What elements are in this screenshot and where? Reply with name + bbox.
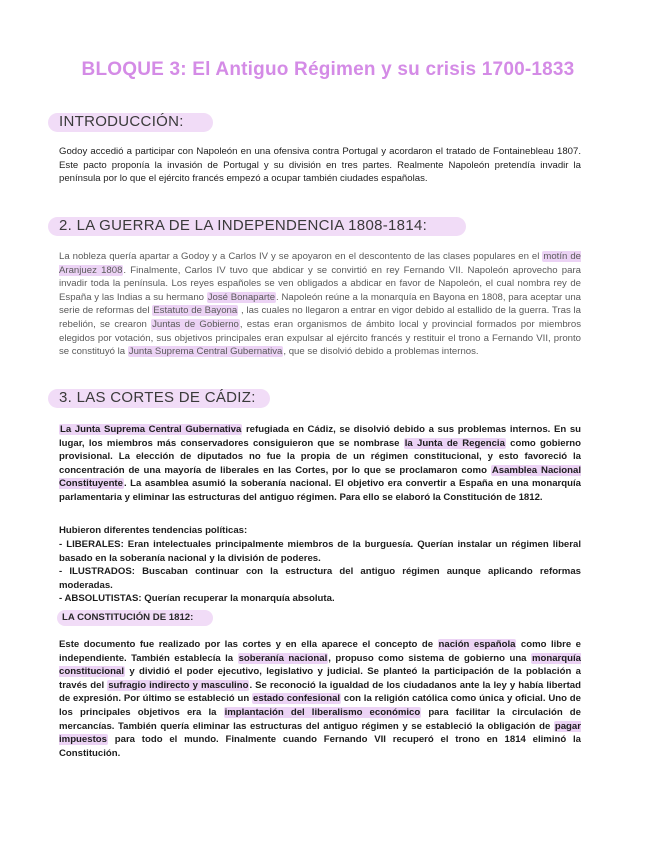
highlighted-term: Asamblea Nacional Constituyente bbox=[59, 464, 581, 490]
list-item: - LIBERALES: Eran intelectuales principalmente miembros de la burguesía. Querían instalar un régimen liberal basado en la soberanía nacional y la división de poderes. bbox=[59, 539, 581, 564]
highlighted-term: La Junta Suprema Central Gubernativa bbox=[60, 424, 242, 435]
guerra-paragraph: La nobleza quería apartar a Godoy y a Carlos IV y se apoyaron en el descontento de las clases populares en el motín de Aranjuez 1808. Finalmente, Carlos IV tuvo que abdicar y se convirtió en rey Fernando VII. Napoleón aprovecho para invadir toda la península. Los reyes españoles se ven obligados a abdicar en favor de Napoleón, el cual nombra rey de España y las Indias a su hermano José Bonaparte. Napoleón reúne a la monarquía en Bayona en 1808, para aceptar una serie de reformas del Estatuto de Bayona , las cuales no llegaron a entrar en vigor debido al estallido de la guerra. Tras la rebelión, se crearon Juntas de Gobierno, estas eran organismos de ámbito local y provincial formados por miembros elegidos por votación, sus objetivos principales eran expulsar al ejército francés y restituir el trono a Fernando VII, pronto se constituyó la Junta Suprema Central Gubernativa, que se disolvió debido a problemas internos. bbox=[59, 251, 582, 358]
highlighted-term: la Junta de Regencia bbox=[404, 437, 505, 449]
highlighted-term: Junta Suprema Central Gubernativa bbox=[128, 346, 283, 358]
highlighted-term: José Bonaparte bbox=[207, 291, 276, 303]
section-heading-guerra: 2. LA GUERRA DE LA INDEPENDENCIA 1808-1814: bbox=[59, 217, 428, 234]
highlighted-term: monarquía constitucional bbox=[59, 652, 582, 678]
list-item: - ILUSTRADOS: Buscaban continuar con la estructura del antiguo régimen aunque aplicando reformas moderadas. bbox=[59, 566, 581, 591]
highlighted-term: estado confesional bbox=[253, 693, 341, 705]
tendencias-intro: Hubieron diferentes tendencias políticas: bbox=[59, 525, 248, 536]
section-heading-intro: INTRODUCCIÓN: bbox=[59, 113, 184, 130]
intro-paragraph: Godoy accedió a participar con Napoleón en una ofensiva contra Portugal y acordaron el tratado de Fontainebleau 1807. Este pacto proponía la invasión de Portugal y su división en tres partes. Realmente Napoleón pretendía invadir la península por lo que el ejército francés empezó a ocupar también ciudades españolas. bbox=[59, 146, 581, 185]
highlighted-term: soberanía nacional bbox=[238, 652, 328, 664]
document-title: BLOQUE 3: El Antiguo Régimen y su crisis 1700-1833 bbox=[81, 59, 575, 80]
section-heading-cortes: 3. LAS CORTES DE CÁDIZ: bbox=[59, 389, 256, 406]
highlighted-term: implantación del liberalismo económico bbox=[224, 706, 421, 718]
highlighted-term: nación española bbox=[438, 639, 516, 650]
highlighted-term: sufragio indirecto y masculino bbox=[108, 679, 249, 691]
highlighted-term: pagar impuestos bbox=[59, 720, 581, 746]
tendencias-list bbox=[59, 538, 581, 606]
constitucion-paragraph: Este documento fue realizado por las cortes y en ella aparece el concepto de nación española como libre e independiente. También establecía la soberanía nacional, propuso como sistema de gobierno una monarquía constitucional y dividió el poder ejecutivo, legislativo y judicial. Se planteó la participación de la población a través del sufragio indirecto y masculino. Se reconoció la igualdad de los ciudadanos ante la ley y había libertad de expresión. Por último se estableció un estado confesional con la religión católica como única y oficial. Uno de los principales objetivos era la implantación del liberalismo económico para facilitar la circulación de mercancías. También quería eliminar las estructuras del antiguo régimen y se estableció la obligación de pagar impuestos para todo el mundo. Finalmente cuando Fernando VII recuperó el trono en 1814 eliminó la Constitución. bbox=[59, 639, 582, 759]
cortes-paragraph: La Junta Suprema Central Gubernativa refugiada en Cádiz, se disolvió debido a sus problemas internos. En su lugar, los miembros más conservadores consiguieron que se nombrase la Junta de Regencia como gobierno provisional. La elección de diputados no fue la propia de un régimen constitucional, y esto favoreció la concentración de una mayoría de liberales en las Cortes, por lo que se proclamaron como Asamblea Nacional Constituyente. La asamblea asumió la soberanía nacional. El objetivo era convertir a España en una monarquía parlamentaria y eliminar las estructuras del antiguo régimen. Para ello se elaboró la Constitución de 1812. bbox=[59, 424, 582, 503]
subheading-constitucion: LA CONSTITUCIÓN DE 1812: bbox=[62, 612, 194, 623]
highlighted-term: Estatuto de Bayona bbox=[153, 305, 238, 317]
highlighted-term: motín de Aranjuez 1808 bbox=[59, 251, 581, 276]
highlighted-term: Juntas de Gobierno bbox=[152, 318, 239, 330]
list-item: - ABSOLUTISTAS: Querían recuperar la monarquía absoluta. bbox=[59, 593, 335, 605]
